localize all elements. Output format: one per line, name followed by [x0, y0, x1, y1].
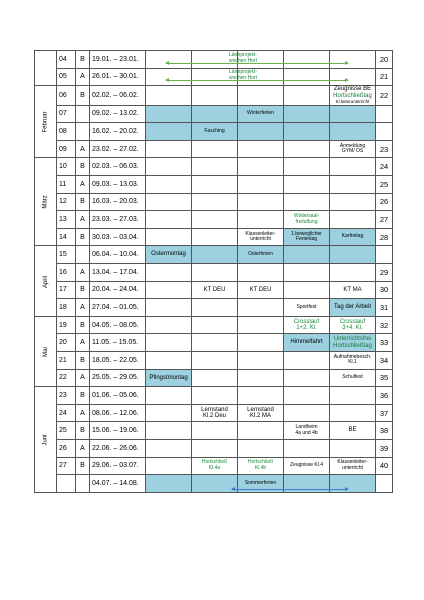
- table-row: [35, 140, 393, 158]
- date-range: 02.03. – 06.03.: [90, 158, 146, 176]
- event-label: KT DEU: [249, 286, 272, 293]
- day-cell: [146, 439, 192, 457]
- ab-week: B: [76, 228, 90, 246]
- date-range: 06.04. – 10.04.: [90, 246, 146, 264]
- ab-week: A: [76, 299, 90, 317]
- day-cell: [238, 140, 284, 158]
- month-label: April: [42, 275, 49, 288]
- day-cell: [238, 439, 284, 457]
- school-week-number: 30: [376, 281, 393, 299]
- event-label: Crosslauf 3+4. Kl.: [339, 318, 366, 332]
- ab-week: [76, 475, 90, 493]
- week-number: 11: [57, 176, 76, 194]
- day-cell: [330, 105, 376, 123]
- day-cell: [284, 439, 330, 457]
- week-number: 21: [57, 352, 76, 370]
- school-week-number: 38: [376, 422, 393, 440]
- ab-week: [76, 246, 90, 264]
- day-cell: [146, 387, 192, 405]
- event-label: Tag der Arbeit: [334, 304, 372, 311]
- day-cell: [146, 158, 192, 176]
- week-number: 27: [57, 457, 76, 475]
- day-cell: [146, 264, 192, 282]
- table-row: [35, 369, 393, 387]
- school-week-number: 37: [376, 404, 393, 422]
- week-number: 08: [57, 123, 76, 141]
- day-cell: [146, 68, 192, 86]
- day-cell: [284, 281, 330, 299]
- day-cell: [146, 140, 192, 158]
- week-number: 18: [57, 299, 76, 317]
- day-cell: [284, 140, 330, 158]
- day-cell: [238, 176, 284, 194]
- ab-week: B: [76, 86, 90, 106]
- day-cell: [330, 51, 376, 69]
- day-cell: [284, 123, 330, 141]
- day-cell: [284, 422, 330, 440]
- event-label: Karfreitag: [341, 233, 364, 240]
- date-range: 15.06. – 19.06.: [90, 422, 146, 440]
- table-row: [35, 457, 393, 475]
- day-cell: [146, 299, 192, 317]
- day-cell: [238, 264, 284, 282]
- day-cell: [192, 158, 238, 176]
- day-cell: [284, 86, 330, 106]
- ab-week: B: [76, 457, 90, 475]
- event-label: Osterferien: [248, 250, 273, 257]
- school-week-number: 22: [376, 86, 393, 106]
- day-cell: [146, 475, 192, 493]
- table-row: [35, 316, 393, 334]
- day-cell: [330, 457, 376, 475]
- month-cell: [35, 86, 57, 158]
- day-cell: [192, 281, 238, 299]
- day-cell: [192, 387, 238, 405]
- day-cell: [330, 387, 376, 405]
- school-week-number: [376, 105, 393, 123]
- day-cell: [238, 334, 284, 352]
- day-cell: [330, 246, 376, 264]
- month-cell: [35, 387, 57, 493]
- day-cell: [192, 246, 238, 264]
- ab-week: A: [76, 334, 90, 352]
- table-row: [35, 334, 393, 352]
- week-number: 15: [57, 246, 76, 264]
- date-range: 23.03. – 27.03.: [90, 211, 146, 229]
- day-cell: [146, 369, 192, 387]
- ab-week: B: [76, 387, 90, 405]
- day-cell: [146, 228, 192, 246]
- week-number: 12: [57, 193, 76, 211]
- school-week-number: 40: [376, 457, 393, 475]
- school-week-number: [376, 123, 393, 141]
- ab-week: A: [76, 176, 90, 194]
- week-number: 04: [57, 51, 76, 69]
- day-cell: [330, 422, 376, 440]
- date-range: 22.06. – 26.06.: [90, 439, 146, 457]
- day-cell: [330, 86, 376, 106]
- day-cell: [284, 387, 330, 405]
- ab-week: B: [76, 352, 90, 370]
- date-range: 04.05. – 08.05.: [90, 316, 146, 334]
- week-number: [57, 475, 76, 493]
- day-cell: [330, 193, 376, 211]
- date-range: 09.03. – 13.03.: [90, 176, 146, 194]
- week-number: 19: [57, 316, 76, 334]
- day-cell: [192, 422, 238, 440]
- date-range: 27.04. – 01.05.: [90, 299, 146, 317]
- table-row: [35, 404, 393, 422]
- day-cell: [192, 193, 238, 211]
- day-cell: [330, 264, 376, 282]
- day-cell: [330, 299, 376, 317]
- month-label: Februar: [42, 111, 49, 133]
- ab-week: B: [76, 281, 90, 299]
- event-label: BE: [348, 427, 357, 434]
- event-label: Lernstand Kl.2 Deu: [201, 406, 228, 420]
- day-cell: [330, 176, 376, 194]
- day-cell: [192, 352, 238, 370]
- event-label: Hortschließtag: [333, 92, 372, 99]
- event-label: Lärmprojekt- wochen Hort: [228, 52, 258, 64]
- event-label: Ostermontag: [151, 251, 186, 258]
- event-label: Anmeldung GYM/ OS: [339, 142, 366, 155]
- ab-week: B: [76, 158, 90, 176]
- day-cell: [238, 316, 284, 334]
- week-number: 06: [57, 86, 76, 106]
- day-cell: [238, 86, 284, 106]
- day-cell: [284, 68, 330, 86]
- date-range: 20.04. – 24.04.: [90, 281, 146, 299]
- day-cell: [330, 369, 376, 387]
- event-label: Crosslauf 1+2. Kl.: [293, 318, 320, 332]
- date-range: 19.01. – 23.01.: [90, 51, 146, 69]
- school-week-number: 36: [376, 387, 393, 405]
- event-label: Himmelfahrt: [290, 339, 323, 346]
- week-number: 16: [57, 264, 76, 282]
- day-cell: [330, 404, 376, 422]
- week-number: 17: [57, 281, 76, 299]
- day-cell: [330, 439, 376, 457]
- table-row: [35, 86, 393, 106]
- week-number: 26: [57, 439, 76, 457]
- date-range: 29.06. – 03.07.: [90, 457, 146, 475]
- day-cell: [238, 352, 284, 370]
- week-number: 07: [57, 105, 76, 123]
- day-cell: [146, 457, 192, 475]
- day-cell: [284, 334, 330, 352]
- day-cell: [330, 281, 376, 299]
- day-cell: [284, 228, 330, 246]
- event-label: Zeugnisse BE: [333, 86, 372, 93]
- date-range: 11.05. – 15.05.: [90, 334, 146, 352]
- ab-week: A: [76, 68, 90, 86]
- month-cell: [35, 158, 57, 246]
- event-label: Winterferien: [247, 110, 274, 117]
- date-range: 16.02. – 20.02.: [90, 123, 146, 141]
- event-label: 1.beweglicher Ferientag: [291, 230, 322, 243]
- day-cell: [146, 352, 192, 370]
- school-week-number: [376, 475, 393, 493]
- day-cell: [238, 211, 284, 229]
- day-cell: [330, 68, 376, 86]
- week-number: 24: [57, 404, 76, 422]
- day-cell: [330, 334, 376, 352]
- date-range: 13.04. – 17.04.: [90, 264, 146, 282]
- date-range: 09.02. – 13.02.: [90, 105, 146, 123]
- event-label: Klassenleiter- unterricht: [337, 459, 368, 471]
- table-row: [35, 439, 393, 457]
- school-week-number: 31: [376, 299, 393, 317]
- event-label: Schulfest: [342, 374, 363, 381]
- ab-week: B: [76, 422, 90, 440]
- date-range: 23.02. – 27.02.: [90, 140, 146, 158]
- school-week-number: 25: [376, 176, 393, 194]
- date-range: 30.03. – 03.04.: [90, 228, 146, 246]
- ab-week: A: [76, 404, 90, 422]
- month-cell: [35, 51, 57, 86]
- day-cell: [192, 334, 238, 352]
- date-range: 01.06. – 05.06.: [90, 387, 146, 405]
- month-label: März: [42, 195, 49, 210]
- school-week-number: 26: [376, 193, 393, 211]
- day-cell: [146, 422, 192, 440]
- day-cell: [238, 123, 284, 141]
- week-number: 23: [57, 387, 76, 405]
- day-cell: [284, 158, 330, 176]
- day-cell: [238, 387, 284, 405]
- day-cell: [238, 228, 284, 246]
- date-range: 04.07. – 14.08.: [90, 475, 146, 493]
- table-row: [35, 123, 393, 141]
- day-cell: [146, 334, 192, 352]
- event-label: Pfingstmontag: [149, 374, 188, 381]
- day-cell: [330, 316, 376, 334]
- event-label: Lernstand Kl.2 MA: [247, 406, 274, 420]
- day-cell: [192, 404, 238, 422]
- day-cell: [146, 246, 192, 264]
- day-cell: [192, 264, 238, 282]
- ab-week: B: [76, 193, 90, 211]
- table-row: [35, 352, 393, 370]
- day-cell: [284, 264, 330, 282]
- day-cell: [146, 404, 192, 422]
- day-cell: [146, 316, 192, 334]
- table-row: [35, 105, 393, 123]
- day-cell: [330, 140, 376, 158]
- day-cell: [192, 211, 238, 229]
- event-label: Hortschließ Kl.4a: [201, 459, 228, 471]
- day-cell: [238, 158, 284, 176]
- day-cell: [192, 105, 238, 123]
- school-week-number: [376, 246, 393, 264]
- ab-week: A: [76, 439, 90, 457]
- ab-week: B: [76, 51, 90, 69]
- school-week-number: 23: [376, 140, 393, 158]
- day-cell: [238, 369, 284, 387]
- event-label: Zeugnisse Kl.4: [289, 462, 324, 469]
- week-number: 14: [57, 228, 76, 246]
- schedule-table: [34, 50, 393, 493]
- school-week-number: 32: [376, 316, 393, 334]
- day-cell: [330, 123, 376, 141]
- day-cell: [284, 404, 330, 422]
- date-range: 26.01. – 30.01.: [90, 68, 146, 86]
- table-row: [35, 387, 393, 405]
- school-week-number: 24: [376, 158, 393, 176]
- day-cell: [146, 105, 192, 123]
- day-cell: [284, 176, 330, 194]
- day-cell: [330, 211, 376, 229]
- school-week-number: 39: [376, 439, 393, 457]
- day-cell: [192, 140, 238, 158]
- day-cell: [192, 457, 238, 475]
- day-cell: [238, 457, 284, 475]
- day-cell: [146, 176, 192, 194]
- day-cell: [238, 193, 284, 211]
- day-cell: [284, 105, 330, 123]
- day-cell: [146, 51, 192, 69]
- day-cell: [330, 352, 376, 370]
- week-number: 25: [57, 422, 76, 440]
- day-cell: [238, 105, 284, 123]
- month-label: Juni: [42, 434, 49, 446]
- school-week-number: 20: [376, 51, 393, 69]
- date-range: 18.05. – 22.05.: [90, 352, 146, 370]
- event-label: Aufnahmebesch. Kl.1: [333, 353, 372, 366]
- day-cell: [284, 457, 330, 475]
- date-range: 02.02. – 06.02.: [90, 86, 146, 106]
- event-label: Klassenleiter- unterricht: [245, 230, 276, 243]
- day-cell: [146, 86, 192, 106]
- day-cell: [284, 211, 330, 229]
- week-number: 10: [57, 158, 76, 176]
- day-cell: [146, 123, 192, 141]
- event-label: Fasching: [204, 127, 225, 134]
- table-row: [35, 176, 393, 194]
- event-label: KT DEU: [203, 286, 226, 293]
- day-cell: [284, 193, 330, 211]
- ab-week: A: [76, 264, 90, 282]
- week-number: 13: [57, 211, 76, 229]
- week-number: 20: [57, 334, 76, 352]
- ab-week: [76, 123, 90, 141]
- school-week-number: 29: [376, 264, 393, 282]
- school-week-number: 28: [376, 228, 393, 246]
- event-label: KT MA: [343, 286, 362, 293]
- event-label: Landheim 4a und 4b: [295, 424, 318, 436]
- week-number: 05: [57, 68, 76, 86]
- day-cell: [284, 316, 330, 334]
- day-cell: [146, 281, 192, 299]
- day-cell: [192, 86, 238, 106]
- day-cell: [192, 369, 238, 387]
- month-label: Mai: [42, 347, 49, 357]
- table-row: [35, 211, 393, 229]
- day-cell: [146, 193, 192, 211]
- table-row: [35, 422, 393, 440]
- school-week-number: 27: [376, 211, 393, 229]
- date-range: 16.03. – 20.03.: [90, 193, 146, 211]
- event-label: Sportfest: [296, 303, 317, 310]
- day-cell: [284, 299, 330, 317]
- date-range: 25.05. – 29.05.: [90, 369, 146, 387]
- event-label: Unterrichtsfrei Hortschließtag: [333, 336, 372, 349]
- event-label: Hortschließ Kl.4b: [247, 459, 274, 471]
- day-cell: [192, 176, 238, 194]
- day-cell: [192, 123, 238, 141]
- table-row: [35, 228, 393, 246]
- school-week-number: 21: [376, 68, 393, 86]
- day-cell: [192, 299, 238, 317]
- timespan-arrow: [232, 489, 348, 490]
- day-cell: [284, 246, 330, 264]
- school-week-number: 33: [376, 334, 393, 352]
- week-number: 22: [57, 369, 76, 387]
- event-label: Kl.leiterunterricht: [335, 99, 370, 105]
- ab-week: [76, 105, 90, 123]
- month-cell: [35, 246, 57, 316]
- ab-week: A: [76, 211, 90, 229]
- day-cell: [238, 246, 284, 264]
- day-cell: [284, 51, 330, 69]
- day-cell: [192, 439, 238, 457]
- table-row: [35, 264, 393, 282]
- date-range: 08.06. – 12.06.: [90, 404, 146, 422]
- day-cell: [238, 299, 284, 317]
- ab-week: A: [76, 369, 90, 387]
- table-row: [35, 193, 393, 211]
- day-cell: [192, 228, 238, 246]
- event-label: Lärmprojekt- wochen Hort: [228, 69, 258, 81]
- day-cell: [330, 228, 376, 246]
- event-label: Wintersaal- freiluftung: [293, 213, 320, 225]
- table-row: [35, 281, 393, 299]
- day-cell: [238, 422, 284, 440]
- event-label: Sommerferien: [244, 479, 277, 486]
- day-cell: [192, 316, 238, 334]
- day-cell: [284, 369, 330, 387]
- day-cell: [146, 211, 192, 229]
- week-number: 09: [57, 140, 76, 158]
- day-cell: [284, 352, 330, 370]
- day-cell: [238, 281, 284, 299]
- ab-week: A: [76, 140, 90, 158]
- day-cell: [330, 158, 376, 176]
- day-cell: [238, 404, 284, 422]
- school-week-number: 35: [376, 369, 393, 387]
- ab-week: B: [76, 316, 90, 334]
- table-row: [35, 158, 393, 176]
- table-row: [35, 246, 393, 264]
- table-row: [35, 299, 393, 317]
- school-week-number: 34: [376, 352, 393, 370]
- month-cell: [35, 316, 57, 386]
